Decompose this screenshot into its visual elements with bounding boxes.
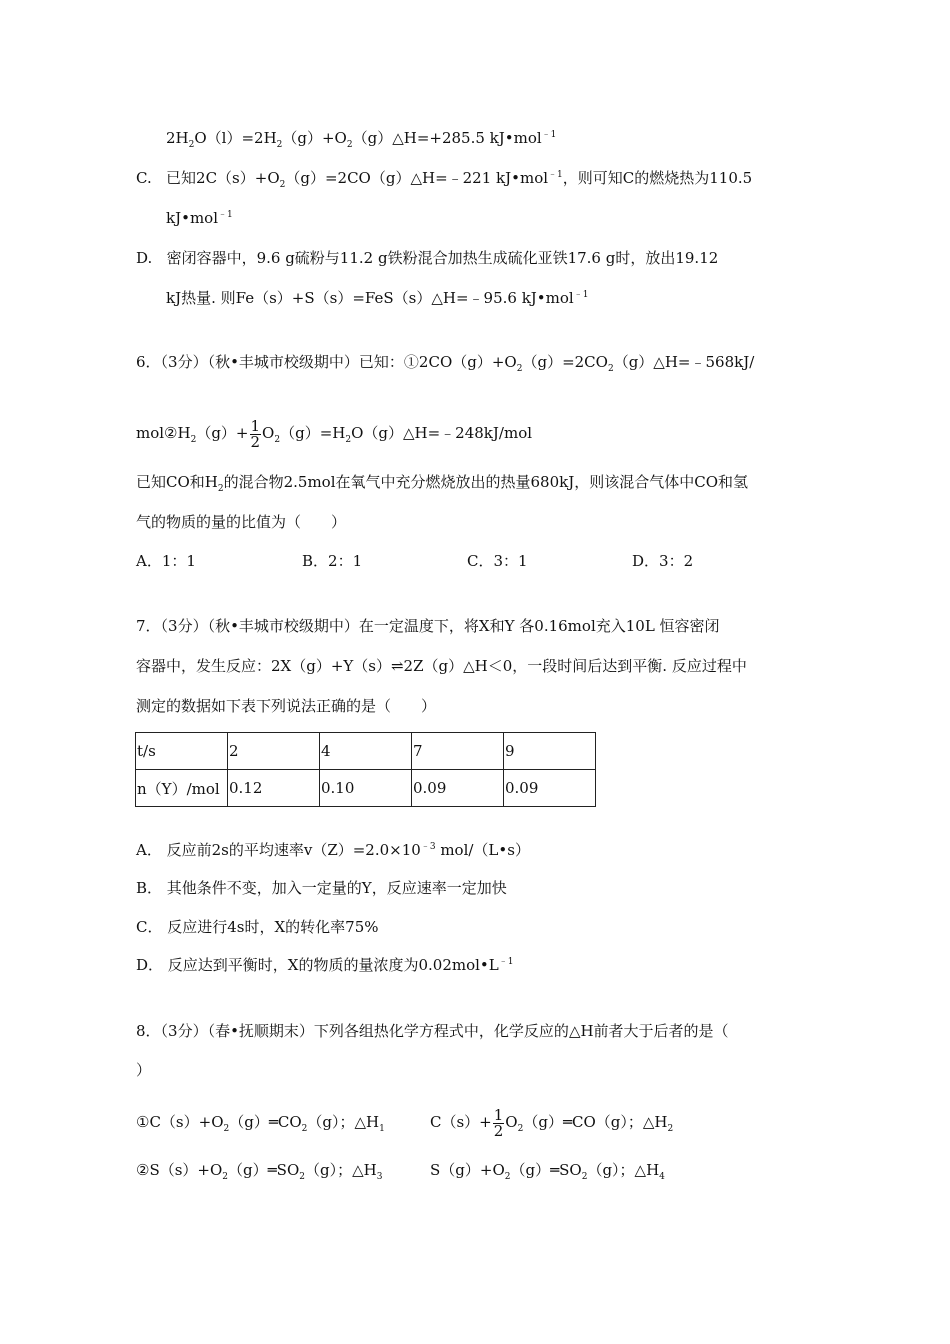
q8-reaction-pair-1-left: $①C(s)+O_2(g)═CO_2(g)$；$\triangle H_1$ xyxy=(136,1113,385,1134)
q8-reaction-pair-2-left: $②S(s)+O_2(g)═SO_2(g)$；$\triangle H_3$ xyxy=(136,1161,383,1182)
q6-option-d: D．3：2 xyxy=(632,552,694,570)
q7-question-line2: 容器中，发生反应：2X（g）+Y（s）⇌2Z（g）△H＜0，一段时间后达到平衡. 反应过程中 xyxy=(136,657,747,675)
q6-question-line1: 6．（3分）（秋•丰城市校级期中）已知：$①2CO(g)+O_2(g)=2CO_2(g)\triangle H=﹣568kJ/$ xyxy=(136,353,755,374)
table-cell: 0.09 xyxy=(504,770,596,807)
q8-reaction-pair-1-right: C（s）+ $\frac{1}{2}$ $O_2(g)═CO(g)$；$\triangle H_2$ xyxy=(430,1105,674,1140)
q7-option-d: D． 反应达到平衡时，X的物质的量浓度为$0.02mol•L^{﹣1}$ xyxy=(136,956,514,974)
table-row xyxy=(136,733,596,770)
q6-question-line2: $mol②H_2(g)+$ $\frac{1}{2}$ $O_2(g)=H_2O(g)\triangle H=﹣248kJ$/mol xyxy=(136,416,533,451)
table-cell: 2 xyxy=(228,733,320,770)
q5-option-c: C. 已知$2C(s)+O_2(g)=2CO(g)\triangle H=﹣221$ kJ•mol$^{﹣1}$，则可知C的燃烧热为110.5 xyxy=(136,169,753,190)
q6-option-a: A．1：1 xyxy=(136,552,196,570)
table-cell: 4 xyxy=(320,733,412,770)
table-cell: 0.10 xyxy=(320,770,412,807)
table-cell: 7 xyxy=(412,733,504,770)
q6-option-c: C．3：1 xyxy=(467,552,528,570)
q5-option-d-line2: kJ热量. 则Fe（s）+S（s）=FeS（s）△H=﹣95.6 kJ•mol$^{﹣1}$ xyxy=(166,289,589,307)
fraction-half: $\frac{1}{2}$ xyxy=(250,416,261,451)
table-cell: 0.12 xyxy=(228,770,320,807)
q6-option-b: B．2：1 xyxy=(302,552,363,570)
q8-reaction-pair-2-right: $S(g)+O_2(g)═SO_2(g)$；$\triangle H_4$ xyxy=(430,1161,665,1182)
table-row xyxy=(136,770,596,807)
q7-question-line1: 7．（3分）（秋•丰城市校级期中）在一定温度下，将X和Y 各0.16mol充入10L 恒容密闭 xyxy=(136,617,720,635)
fraction-half: $\frac{1}{2}$ xyxy=(493,1105,504,1140)
q6-question-line4: 气的物质的量的比值为（ ） xyxy=(136,513,347,531)
table-cell: n（Y）/mol xyxy=(136,770,228,807)
table-cell: 9 xyxy=(504,733,596,770)
q5-option-d: D. 密闭容器中，9.6 g硫粉与11.2 g铁粉混合加热生成硫化亚铁17.6 g时，放出19.12 xyxy=(136,249,719,267)
q7-option-c: C． 反应进行4s时，X的转化率75% xyxy=(136,918,379,936)
q8-question-line2: ） xyxy=(136,1061,152,1079)
q8-question-line1: 8．（3分）（春•抚顺期末）下列各组热化学方程式中，化学反应的△H前者大于后者的是（ xyxy=(136,1022,729,1040)
q5-option-c-line2: kJ•mol$^{﹣1}$ xyxy=(166,209,233,227)
table-cell: 0.09 xyxy=(412,770,504,807)
q7-option-a: A． 反应前2s的平均速率$v(Z)=2.0\times 10^{﹣3}$ mol/（L•s） xyxy=(136,841,530,859)
table-cell: t/s xyxy=(136,733,228,770)
q7-question-line3: 测定的数据如下表下列说法正确的是（ ） xyxy=(136,697,437,715)
q5-option-b-line2: $2H_2O(l)=2H_2(g)+O_2(g)\triangle H=+285.5$ kJ•mol$^{﹣1}$ xyxy=(166,129,557,150)
q7-data-table xyxy=(135,732,596,807)
q6-question-line3: 已知CO和$H_2$的混合物2.5mol在氧气中充分燃烧放出的热量680kJ，则该混合气体中CO和氢 xyxy=(136,473,749,494)
q7-option-b: B． 其他条件不变，加入一定量的Y，反应速率一定加快 xyxy=(136,879,507,897)
